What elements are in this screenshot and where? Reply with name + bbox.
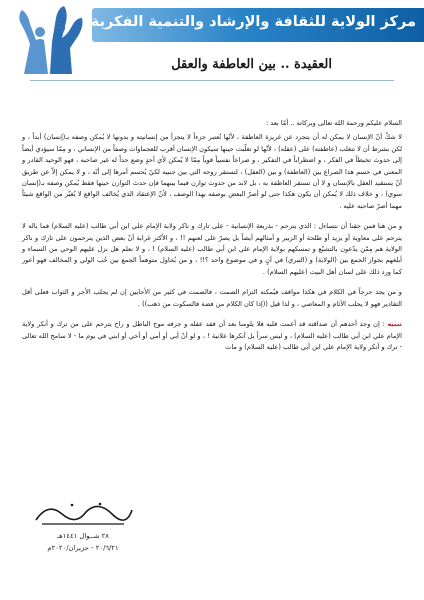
note-label: تنبيه xyxy=(387,320,402,329)
org-name: مركز الولاية للثقافة والإرشاد والتنمية الفكرية xyxy=(90,14,416,30)
page-header xyxy=(0,0,424,78)
note-text: : إن وجد أحدهم أن صداقته قد أعمت قلبه فلا يلومنا بعد أن فقد عقله و جرفه موج الباطل و راح يترحم على من ترك و أنكر ولاية الإمام علي ابن أبي طالب (عليه السلام) ، و ليس سراً بل أنكرها علانية ! ، و لو أنّ أبي أو أمي أو أخي أو ابني في يوم ما - لا سامح الله تعالى - ترك و أنكر ولاية الإمام علي ابن أبي طالب (عليه السلام) و مات xyxy=(22,320,402,351)
greeting: السلام عليكم ورحمة الله تعالى وبركاته .. أمّا بعد : xyxy=(265,119,402,127)
raised-hands-logo-icon xyxy=(10,4,88,76)
article-body xyxy=(22,118,402,362)
title-divider xyxy=(30,80,394,81)
note-paragraph xyxy=(22,319,402,353)
date-gregorian: ٢٠/٦/٢١ - حزيران/٢٠٢٠م xyxy=(47,544,119,552)
paragraph-2: و من هنا فمن حقنا أن نتساءل : الذي يترحم - بذريعة الإنسانية - على تارك و ناكر ولاية الإمام علي ابن أبي طالب (عليه السلام) فما باله لا يترحم على معاوية أو يزيد أو طلحة أو الزبير و أمثالهم أيضاً بل يصرّ على لعنهم !! ، و الأكثر غرابة أنّ بعض الذين يترحمون على تارك و ناكر الولاية هم مِمّن يدّعون بالتشيّع و تمسكهم بولاية الإمام علي ابن أبي طالب (عليه السلام) ! ، و لا نعلم هل نزل عليهم الوحي من السماء و أبلغهم بجواز الجمع بين (الولاية) و (التبري) في آنٍ و في موضوع واحد ؟!! ، و من يُحاول متوهماً الجمع بين حُب الولي و المخالف فهو أعور كما ورد ذلك على لسان أهل البيت (عليهم السلام) . xyxy=(22,222,402,276)
page-title: العقيدة .. بين العاطفة والعقل xyxy=(171,57,332,72)
paragraph-1: لا شكّ أنّ الإنسان لا يمكن له أن يتجرد عن غريزة العاطفة ، لأنّها تُعتبر جزءاً لا يتجزأ من إنسانيته و بدونها لا يُمكن وصفه بـ(إنسان) أبداً ، و لكن بشرط أن لا تتغلب (عاطفته) على (عقله) ، لأنّها لو تغلّبت حينها سيكون الإنسان أقرب للعجماوات وصفاً من الإنساني ، و مِمّا سيؤدي أيضاً إلى حدوث تخبطاً في الفكر ، و اضطراباً في التفكير ، و صراعاً نفسياً قوياً مِمّا لا يُمكن لأي أحدٍ وضع حداً له غير صاحبه ، فهو الوحيد القادر و المعني في حسم هذا الصراع بين (العاطفة) و بين (العقل) ، لتستقر روحه التي بين جنبيه لكيّ يُحسم أمرها إلى أنّه ، و لا يمكن إلاّ عن طريق أنّ يستقيد العقل بالإنسان و لا أن تستقر العاطفة به ، بل لابد من حدوث توازن فيما بينهما فإن حدث التوازن حينها فقط يُمكن وصفه بـ(إنسان سوي) ، و خلاف ذلك لا يُمكن أن يكون هكذا حتى لو أصرّ البعض بوصفه بهذا الوصف ، لأنّ الإعتقاد الذي يُخالف الواقع لا يُغيّر من الواقع شيئاً مهما أصرّ صاحبه عليه . xyxy=(22,133,402,210)
date-hijri: ٢٨ شــوال ١٤٤١هـ xyxy=(57,532,109,540)
paragraph-3: و من يجد حرجاً في الكلام في هكذا مواقف فيُمكنه التزام الصمت ، فالصمت في كثير من الأحايين إن لم يجلب الأجر و الثواب فعلى أقل التقادير فهو لا يجلب الآثام و المعاصي ، و لذا قيل ((إذا كان الكلام من فضة فالسكوت من ذهب)) . xyxy=(22,288,402,308)
signature-block xyxy=(28,496,138,574)
signature-calligraphy xyxy=(28,496,138,530)
